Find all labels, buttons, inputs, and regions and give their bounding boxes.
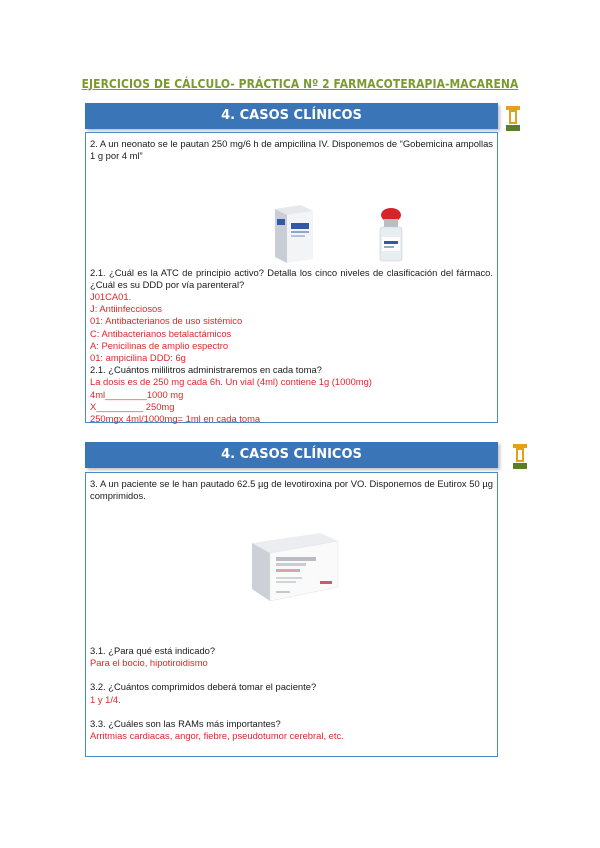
case-2-question-2: 3.2. ¿Cuántos comprimidos deberá tomar el paciente? (90, 681, 317, 693)
answer-2-line: X_________ 250mg (90, 400, 175, 412)
answer-2-line: La dosis es de 250 mg cada 6h. Un vial (4ml) contiene 1g (1000mg) (90, 376, 372, 388)
answer-1-line: 01: ampicilina DDD: 6g (90, 352, 186, 364)
case-2-question-3: 3.3. ¿Cuáles son las RAMs más importantes? (90, 717, 281, 729)
case-2-answer-2: 1 y 1/4. (90, 693, 121, 705)
document-title: EJERCICIOS DE CÁLCULO- PRÁCTICA Nº 2 FARMACOTERAPIA-MACARENA (81, 76, 519, 91)
answer-1-line: 01: Antibacterianos de uso sistémico (90, 315, 243, 327)
case-2-answer-1: Para el bocio, hipotiroidismo (90, 657, 208, 669)
case-1-intro: 2. A un neonato se le pautan 250 mg/6 h de ampicilina IV. Disponemos de “Gobemicina ampollas 1 g por 4 ml” (90, 138, 493, 161)
case-1-question-2: 2.1. ¿Cuántos mililitros administraremos en cada toma? (90, 364, 322, 376)
university-logo-icon (505, 104, 521, 134)
case-1-box (85, 132, 498, 423)
answer-1-line: J01CA01. (90, 291, 132, 302)
case-1-question-1: 2.1. ¿Cuál es la ATC de principio activo? Detalla los cinco niveles de clasificación del fármaco. ¿Cuál es su DDD por vía parenteral? (90, 267, 493, 290)
answer-1-line: J: Antiinfecciosos (90, 303, 162, 315)
answer-2-line: 250mgx 4ml/1000mg= 1ml en cada toma (90, 413, 261, 425)
case-2-answer-3: Arritmias cardiacas, angor, fiebre, pseudotumor cerebral, etc. (90, 730, 344, 742)
university-logo-icon (512, 442, 528, 472)
section-header-case-2: 4. CASOS CLÍNICOS (85, 442, 498, 468)
answer-1-line: A: Penicilinas de amplio espectro (90, 339, 229, 351)
case-2-intro: 3. A un paciente se le han pautado 62.5 µg de levotiroxina por VO. Disponemos de Eutirox 50 µg comprimidos. (90, 478, 493, 501)
case-2-box (85, 472, 498, 757)
eutirox-box-image (242, 529, 342, 605)
section-header-case-1: 4. CASOS CLÍNICOS (85, 103, 498, 129)
case-2-question-1: 3.1. ¿Para qué está indicado? (90, 645, 216, 656)
answer-2-line: 4ml________1000 mg (90, 388, 184, 400)
medicine-box-image (271, 203, 317, 265)
vial-image (376, 207, 406, 265)
answer-1-line: C: Antibacterianos betalactámicos (90, 327, 232, 339)
